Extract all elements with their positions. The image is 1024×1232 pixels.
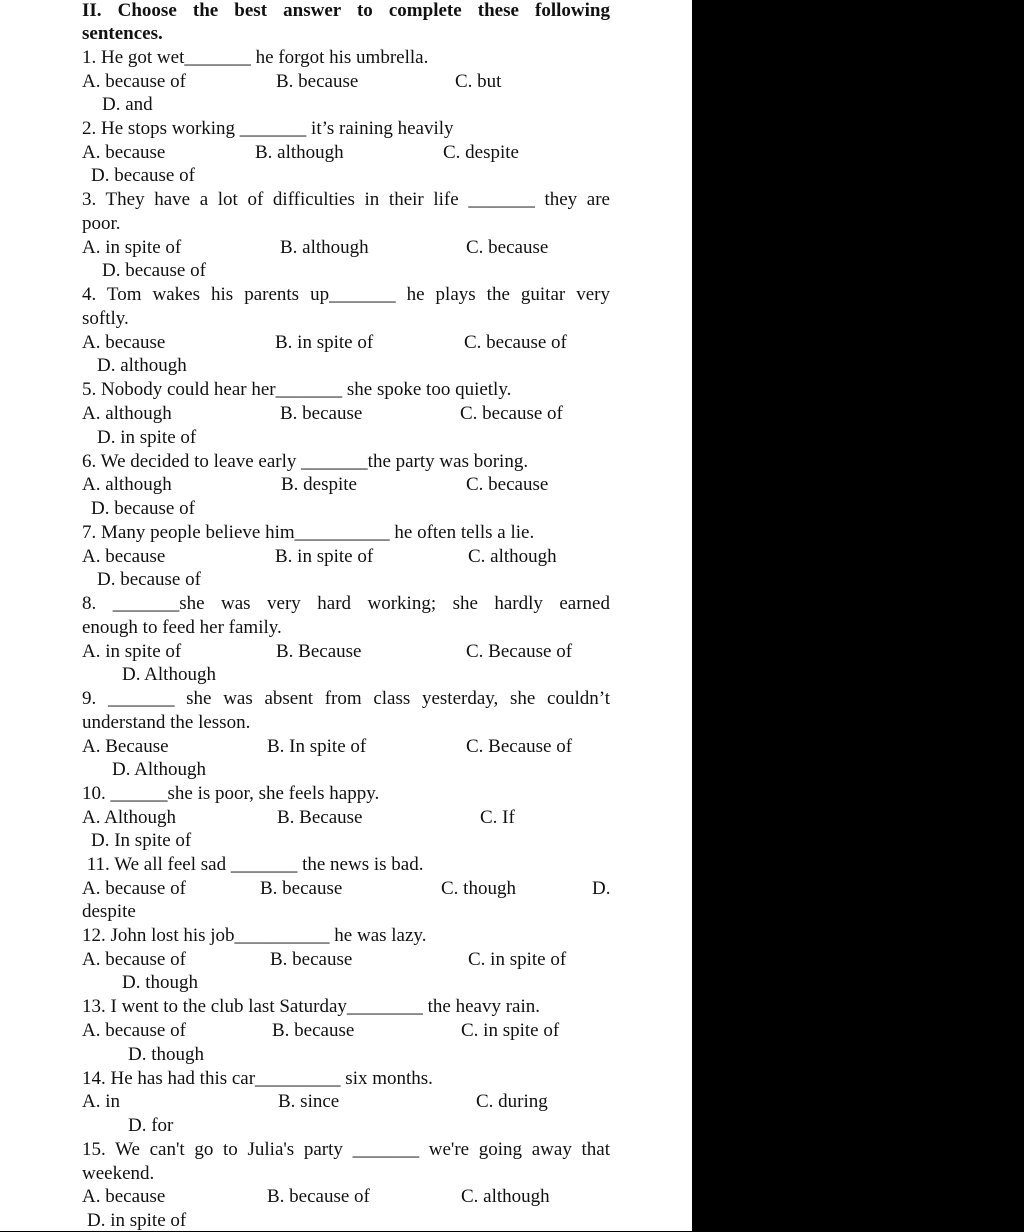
question-9-stem: 9. _______ she was absent from class yesterday, she couldn’t <box>82 688 610 709</box>
question-7-option-a: A. because <box>82 546 166 567</box>
question-8-option-a: A. in spite of <box>82 641 182 662</box>
question-9-option-d: D. Although <box>112 759 206 780</box>
question-2-option-b: B. although <box>255 142 344 163</box>
question-12-option-b: B. because <box>270 949 353 970</box>
question-7-stem: 7. Many people believe him__________ he often tells a lie. <box>82 522 535 543</box>
question-2-option-c: C. despite <box>443 142 519 163</box>
question-10-stem: 10. ______she is poor, she feels happy. <box>82 783 380 804</box>
question-14-option-b: B. since <box>278 1091 340 1112</box>
question-13-option-a: A. because of <box>82 1020 186 1041</box>
question-4-option-a: A. because <box>82 332 166 353</box>
question-7-option-c: C. although <box>468 546 557 567</box>
question-1-option-c: C. but <box>455 71 502 92</box>
question-3-stem-cont: poor. <box>82 213 121 234</box>
question-13-stem: 13. I went to the club last Saturday________ the heavy rain. <box>82 996 541 1017</box>
question-2-option-a: A. because <box>82 142 166 163</box>
question-1-option-b: B. because <box>276 71 359 92</box>
question-4-option-b: B. in spite of <box>275 332 374 353</box>
question-6-option-d: D. because of <box>91 498 195 519</box>
question-9-option-c: C. Because of <box>466 736 573 757</box>
question-8-option-d: D. Although <box>122 664 216 685</box>
question-14-stem: 14. He has had this car_________ six months. <box>82 1068 433 1089</box>
question-5-option-c: C. because of <box>460 403 563 424</box>
question-5-option-d: D. in spite of <box>97 427 197 448</box>
question-5-option-b: B. because <box>280 403 363 424</box>
question-3-option-c: C. because <box>466 237 549 258</box>
question-9-option-b: B. In spite of <box>267 736 367 757</box>
question-4-stem: 4. Tom wakes his parents up_______ he plays the guitar very <box>82 284 610 305</box>
question-7-option-d: D. because of <box>97 569 201 590</box>
question-11-option-b: B. because <box>260 878 343 899</box>
question-14-option-c: C. during <box>476 1091 548 1112</box>
question-11-option-c: C. though <box>441 878 516 899</box>
question-6-option-b: B. despite <box>281 474 357 495</box>
question-3-option-b: B. although <box>280 237 369 258</box>
question-1-stem: 1. He got wet_______ he forgot his umbrella. <box>82 47 429 68</box>
question-3-option-d: D. because of <box>102 260 206 281</box>
question-10-option-c: C. If <box>480 807 515 828</box>
question-13-option-c: C. in spite of <box>461 1020 560 1041</box>
question-5-stem: 5. Nobody could hear her_______ she spoke too quietly. <box>82 379 512 400</box>
question-15-stem-cont: weekend. <box>82 1163 155 1184</box>
question-11-option-d: D. <box>592 878 611 899</box>
section-heading: II. Choose the best answer to complete these following <box>82 0 610 21</box>
question-15-option-a: A. because <box>82 1186 166 1207</box>
question-8-option-c: C. Because of <box>466 641 573 662</box>
question-10-option-d: D. In spite of <box>91 830 192 851</box>
question-2-option-d: D. because of <box>91 165 195 186</box>
question-12-option-d: D. though <box>122 972 198 993</box>
question-1-option-a: A. because of <box>82 71 186 92</box>
question-11-option-a: A. because of <box>82 878 186 899</box>
question-12-option-a: A. because of <box>82 949 186 970</box>
question-6-stem: 6. We decided to leave early _______the party was boring. <box>82 451 529 472</box>
question-14-option-a: A. in <box>82 1091 120 1112</box>
question-4-stem-cont: softly. <box>82 308 129 329</box>
question-15-stem: 15. We can't go to Julia's party _______ we're going away that <box>82 1139 610 1160</box>
question-6-option-a: A. although <box>82 474 172 495</box>
question-15-option-d: D. in spite of <box>87 1210 187 1231</box>
question-13-option-d: D. though <box>128 1044 204 1065</box>
section-heading-cont: sentences. <box>82 23 163 44</box>
question-8-stem-cont: enough to feed her family. <box>82 617 282 638</box>
question-10-option-b: B. Because <box>277 807 363 828</box>
question-2-stem: 2. He stops working _______ it’s raining heavily <box>82 118 454 139</box>
question-7-option-b: B. in spite of <box>275 546 374 567</box>
question-15-option-c: C. although <box>461 1186 550 1207</box>
question-6-option-c: C. because <box>466 474 549 495</box>
question-1-option-d: D. and <box>102 94 153 115</box>
question-9-stem-cont: understand the lesson. <box>82 712 251 733</box>
question-12-stem: 12. John lost his job__________ he was lazy. <box>82 925 427 946</box>
question-8-stem: 8. _______she was very hard working; she hardly earned <box>82 593 610 614</box>
question-10-option-a: A. Although <box>82 807 176 828</box>
question-15-option-b: B. because of <box>267 1186 370 1207</box>
question-14-option-d: D. for <box>128 1115 174 1136</box>
question-4-option-d: D. although <box>97 355 187 376</box>
question-3-stem: 3. They have a lot of difficulties in their life _______ they are <box>82 189 610 210</box>
question-12-option-c: C. in spite of <box>468 949 567 970</box>
question-11-option-d-text: despite <box>82 901 136 922</box>
question-3-option-a: A. in spite of <box>82 237 182 258</box>
question-13-option-b: B. because <box>272 1020 355 1041</box>
question-4-option-c: C. because of <box>464 332 567 353</box>
question-11-stem: 11. We all feel sad _______ the news is bad. <box>82 854 424 875</box>
question-9-option-a: A. Because <box>82 736 169 757</box>
question-8-option-b: B. Because <box>276 641 362 662</box>
question-5-option-a: A. although <box>82 403 172 424</box>
